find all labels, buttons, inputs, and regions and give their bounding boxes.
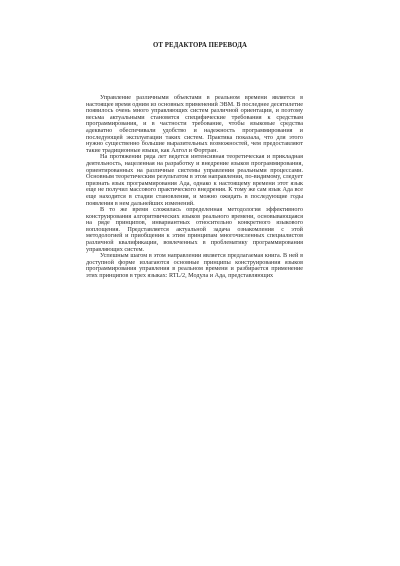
page-title: ОТ РЕДАКТОРА ПЕРЕВОДА [152, 42, 247, 49]
paragraph: Управление различными объектами в реальном времени является в настоящее время одним из основных применений ЭВМ. В последнее десятилетие появилось очень много управляющих систем различной ориентации, и поэтому весьма актуальными становятся специфические требования к средствам программирования, и в частности требование, чтобы языковые средства адекватно обеспечивали удобство и надежность программирования и последующей эксплуатации таких систем. Практика показала, что для этого нужно существенно большие выразительных возможностей, чем предоставляют такие традиционные языки, как Алгол и Фортран. [86, 94, 303, 154]
paragraph: Успешным шагом в этом направлении является предлагаемая книга. В ней в доступной форме излагаются основные принципы конструирования языков программирования управления в реальном времени и разбирается применение этих принципов в трех языках: RTL/2, Модула и Ада, представляющих [86, 252, 303, 280]
paragraph: В то же время сложилась определенная методология эффективного конструирования алгоритмических языков реального времени, основывающаяся на ряде принципов, инвариантных относительно конкретного языкового воплощения. Представляется актуальной задача ознакомления с этой методологией и приобщения к этим принципам многочисленных специалистов различной квалификации, вовлеченных в проблематику программирования управляющих систем. [86, 206, 303, 253]
body-text [86, 95, 303, 280]
paragraph: На протяжении ряда лет ведется интенсивная теоретическая и прикладная деятельность, нацеленная на разработку и внедрение языков программирования, ориентированных на различные системы управления реальными процессами. Основным теоретическим результатом в этом направлении, по-видимому, следует признать язык программирования Ада, однако к настоящему времени этот язык еще не получил массового практического внедрения. К тому же сам язык Ада все еще находится в стадии становления, и можно ожидать в последующие годы появления в нем дальнейших изменений. [86, 153, 303, 207]
